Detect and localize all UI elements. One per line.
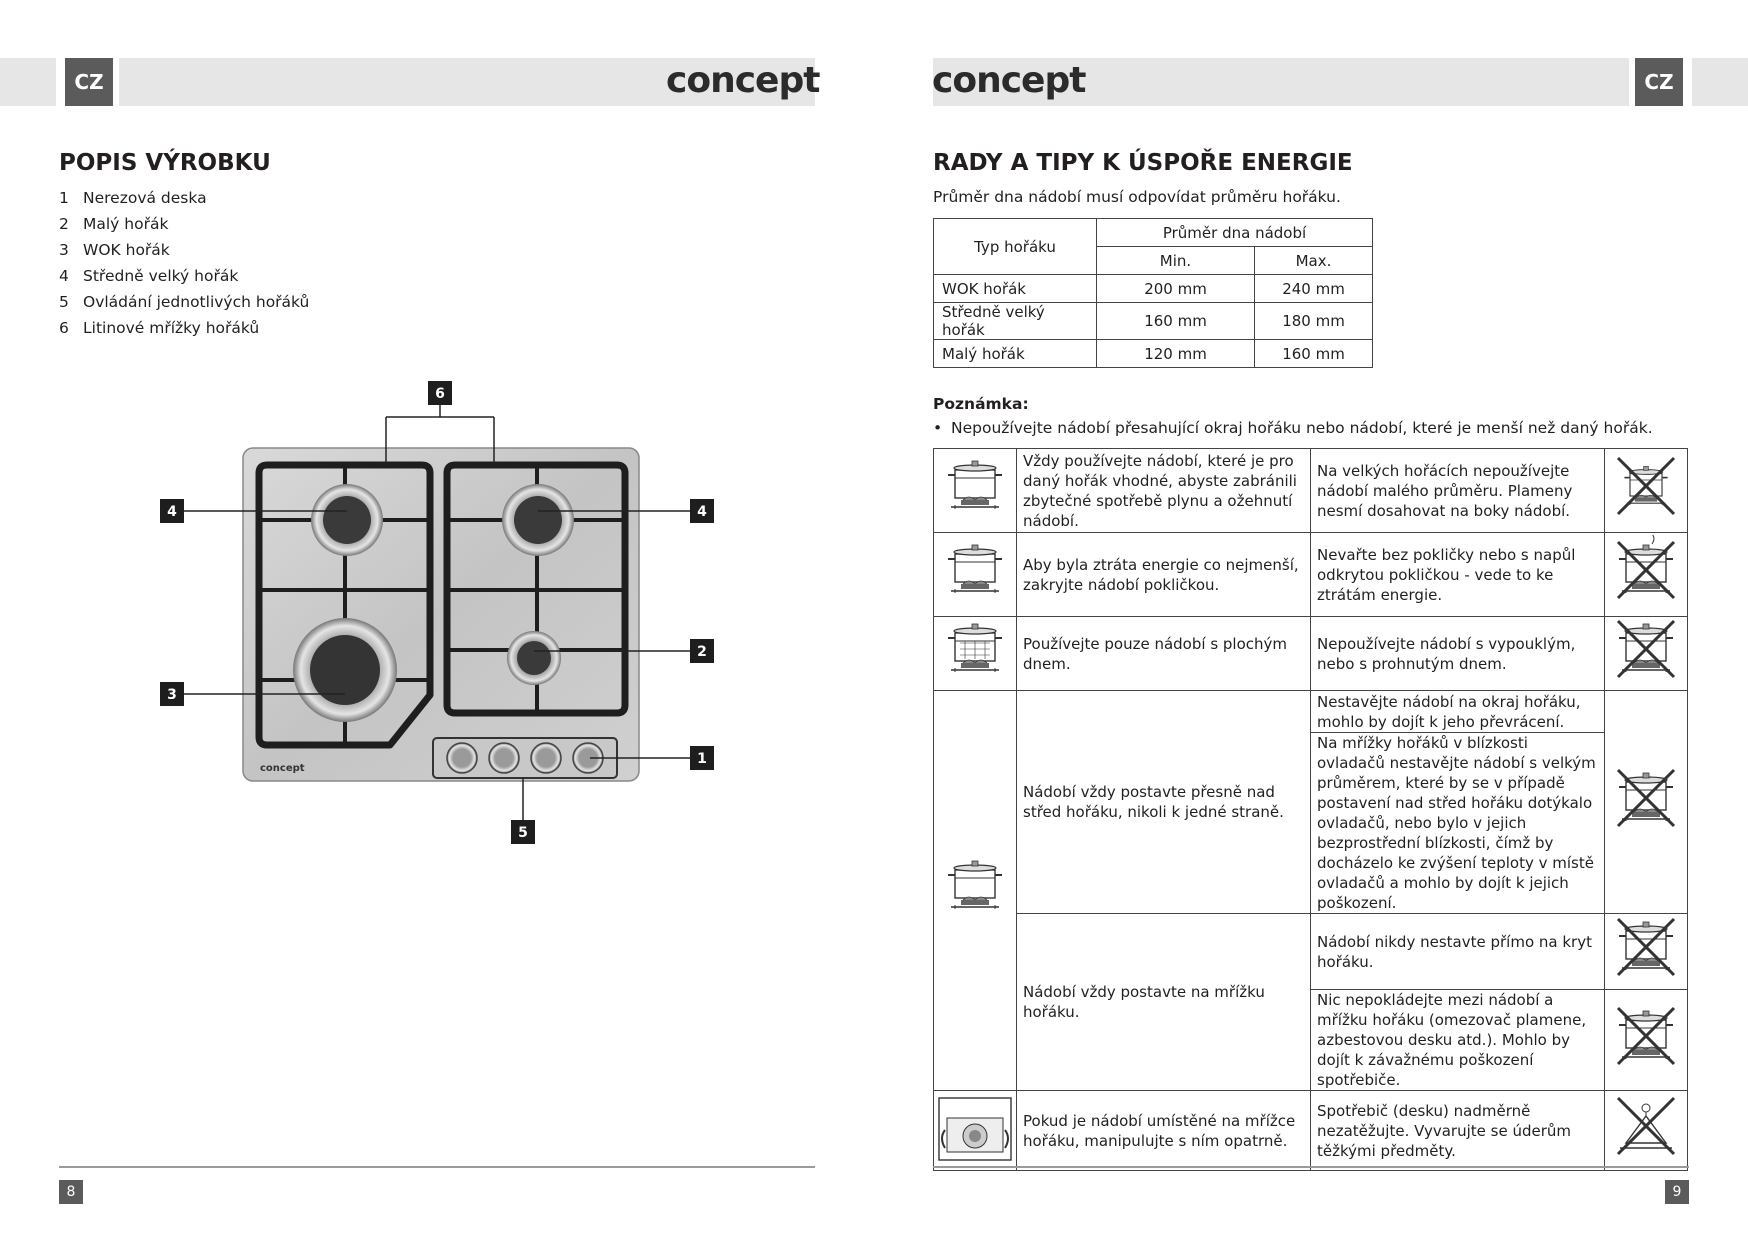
table-row: [934, 617, 1688, 691]
tip-dont: Nic nepokládejte mezi nádobí a mřížku hořáku (omezovač plamene, azbestovou desku atd.). Mohlo by dojít k závažnému poškození spotřebiče.: [1311, 990, 1605, 1091]
page-title-left: POPIS VÝROBKU: [59, 150, 271, 176]
table-cell: Středně velký hořák: [934, 303, 1097, 340]
lead-text: Průměr dna nádobí musí odpovídat průměru hořáku.: [933, 188, 1341, 206]
table-header: Průměr dna nádobí: [1097, 219, 1373, 247]
table-row: [934, 1091, 1688, 1171]
hands-handling-pot-icon: [934, 1091, 1017, 1171]
pot-wrong-icon: [1605, 449, 1688, 533]
tip-do: Nádobí vždy postavte na mřížku hořáku.: [1017, 914, 1311, 1091]
callout-1: [690, 746, 714, 770]
svg-text:5: 5: [518, 825, 528, 841]
footer-rule-left: [59, 1166, 815, 1168]
callout-4-left: [160, 499, 184, 523]
tip-dont: Nestavějte nádobí na okraj hořáku, mohlo by dojít k jeho převrácení.: [1311, 691, 1605, 733]
pot-on-plate-icon: [1605, 990, 1688, 1091]
list-item: [59, 264, 309, 290]
flat-bottom-pot-icon: [934, 617, 1017, 691]
header-bar-left: [0, 58, 56, 106]
burner-wok: [293, 618, 397, 722]
language-badge-left: CZ: [65, 58, 113, 106]
list-item: [59, 238, 309, 264]
tip-dont: Spotřebič (desku) nadměrně nezatěžujte. Vyvarujte se úderům těžkými předměty.: [1311, 1091, 1605, 1171]
pot-off-center-icon: [1605, 691, 1688, 914]
callout-3: [160, 682, 184, 706]
control-knob[interactable]: [531, 743, 561, 773]
part-number: 5: [59, 293, 69, 311]
svg-text:6: 6: [435, 386, 445, 402]
brand-logo-left: concept: [666, 60, 820, 101]
page-title-right: RADY A TIPY K ÚSPOŘE ENERGIE: [933, 150, 1353, 176]
table-header: Min.: [1097, 247, 1255, 275]
svg-text:4: 4: [697, 504, 707, 520]
svg-text:4: 4: [167, 504, 177, 520]
table-cell: 120 mm: [1097, 340, 1255, 368]
burner-medium-left: [311, 484, 383, 556]
pot-centered-icon: [934, 691, 1017, 1091]
tip-do: Používejte pouze nádobí s plochým dnem.: [1017, 617, 1311, 691]
list-item: [59, 212, 309, 238]
part-number: 2: [59, 215, 69, 233]
callout-4-right: [690, 499, 714, 523]
callout-6: [428, 381, 452, 405]
part-number: 6: [59, 319, 69, 337]
table-cell: 200 mm: [1097, 275, 1255, 303]
table-cell: 180 mm: [1255, 303, 1373, 340]
table-row: [934, 303, 1373, 340]
tip-dont: Na mřížky hořáků v blízkosti ovladačů nestavějte nádobí s velkým průměrem, které by se v případě postavení nad střed hořáku dotýkalo ovladačů, nebo bylo v jejich bezprostřední blízkosti, čímž by docházelo ke zvýšení teploty v místě ovladačů a mohlo by dojít k jejich poškození.: [1311, 733, 1605, 914]
stainless-plate: [243, 448, 639, 781]
table-row: [934, 691, 1688, 733]
page-number-left: 8: [59, 1180, 83, 1204]
svg-text:1: 1: [697, 751, 707, 767]
tip-do: Pokud je nádobí umístěné na mřížce hořáku, manipulujte s ním opatrně.: [1017, 1091, 1311, 1171]
table-row: [934, 340, 1373, 368]
hob-brand-label: concept: [260, 763, 305, 774]
table-header: Typ hořáku: [934, 219, 1097, 275]
footer-rule-right: [933, 1166, 1689, 1168]
pot-on-burner-cap-icon: [1605, 914, 1688, 990]
tip-do: Vždy používejte nádobí, které je pro daný hořák vhodné, abyste zabránili zbytečné spotřebě plynu a ožehnutí nádobí.: [1017, 449, 1311, 533]
part-number: 1: [59, 189, 69, 207]
part-label: WOK hořák: [83, 241, 170, 259]
tip-dont: Nádobí nikdy nestavte přímo na kryt hořáku.: [1311, 914, 1605, 990]
bullet-icon: •: [933, 419, 943, 437]
tips-table: [933, 448, 1688, 1171]
tip-dont: Nevařte bez pokličky nebo s napůl odkrytou pokličkou - vede to ke ztrátám energie.: [1311, 533, 1605, 617]
language-badge-right: CZ: [1635, 58, 1683, 106]
burner-small: [507, 631, 561, 685]
table-cell: 160 mm: [1255, 340, 1373, 368]
part-number: 3: [59, 241, 69, 259]
page-number-right: 9: [1665, 1180, 1689, 1204]
table-row: [934, 533, 1688, 617]
table-row: [934, 914, 1688, 990]
table-cell: Malý hořák: [934, 340, 1097, 368]
curved-bottom-pot-icon: [1605, 617, 1688, 691]
tip-do: Aby byla ztráta energie co nejmenší, zakryjte nádobí pokličkou.: [1017, 533, 1311, 617]
pot-without-lid-icon: [1605, 533, 1688, 617]
part-number: 4: [59, 267, 69, 285]
pot-correct-icon: [934, 449, 1017, 533]
part-label: Litinové mřížky hořáků: [83, 319, 260, 337]
table-row: [934, 449, 1688, 533]
brand-logo-right: concept: [932, 60, 1086, 101]
note-heading: Poznámka:: [933, 395, 1029, 413]
table-row: [934, 275, 1373, 303]
burner-size-table: [933, 218, 1373, 368]
list-item: [59, 186, 309, 212]
tip-dont: Nepoužívejte nádobí s vypouklým, nebo s prohnutým dnem.: [1311, 617, 1605, 691]
tip-dont: Na velkých hořácích nepoužívejte nádobí malého průměru. Plameny nesmí dosahovat na boky nádobí.: [1311, 449, 1605, 533]
pot-with-lid-icon: [934, 533, 1017, 617]
burner-medium-right: [502, 484, 574, 556]
svg-text:3: 3: [167, 687, 177, 703]
note-text: Nepoužívejte nádobí přesahující okraj hořáku nebo nádobí, které je menší než daný hořák.: [951, 419, 1653, 437]
part-label: Malý hořák: [83, 215, 169, 233]
callout-5: [511, 820, 535, 844]
callout-2: [690, 639, 714, 663]
tip-do: Nádobí vždy postavte přesně nad střed hořáku, nikoli k jedné straně.: [1017, 691, 1311, 914]
table-header: Max.: [1255, 247, 1373, 275]
part-label: Nerezová deska: [83, 189, 207, 207]
header-bar-right: [1692, 58, 1748, 106]
list-item: [59, 290, 309, 316]
note-bullet: [933, 419, 1653, 437]
parts-list: [59, 186, 309, 342]
list-item: [59, 316, 309, 342]
part-label: Ovládání jednotlivých hořáků: [83, 293, 310, 311]
table-cell: 240 mm: [1255, 275, 1373, 303]
control-knob[interactable]: [447, 743, 477, 773]
heavy-object-icon: [1605, 1091, 1688, 1171]
control-knob[interactable]: [489, 743, 519, 773]
part-label: Středně velký hořák: [83, 267, 239, 285]
hob-diagram: [150, 365, 730, 865]
table-cell: WOK hořák: [934, 275, 1097, 303]
table-cell: 160 mm: [1097, 303, 1255, 340]
svg-text:2: 2: [697, 644, 707, 660]
